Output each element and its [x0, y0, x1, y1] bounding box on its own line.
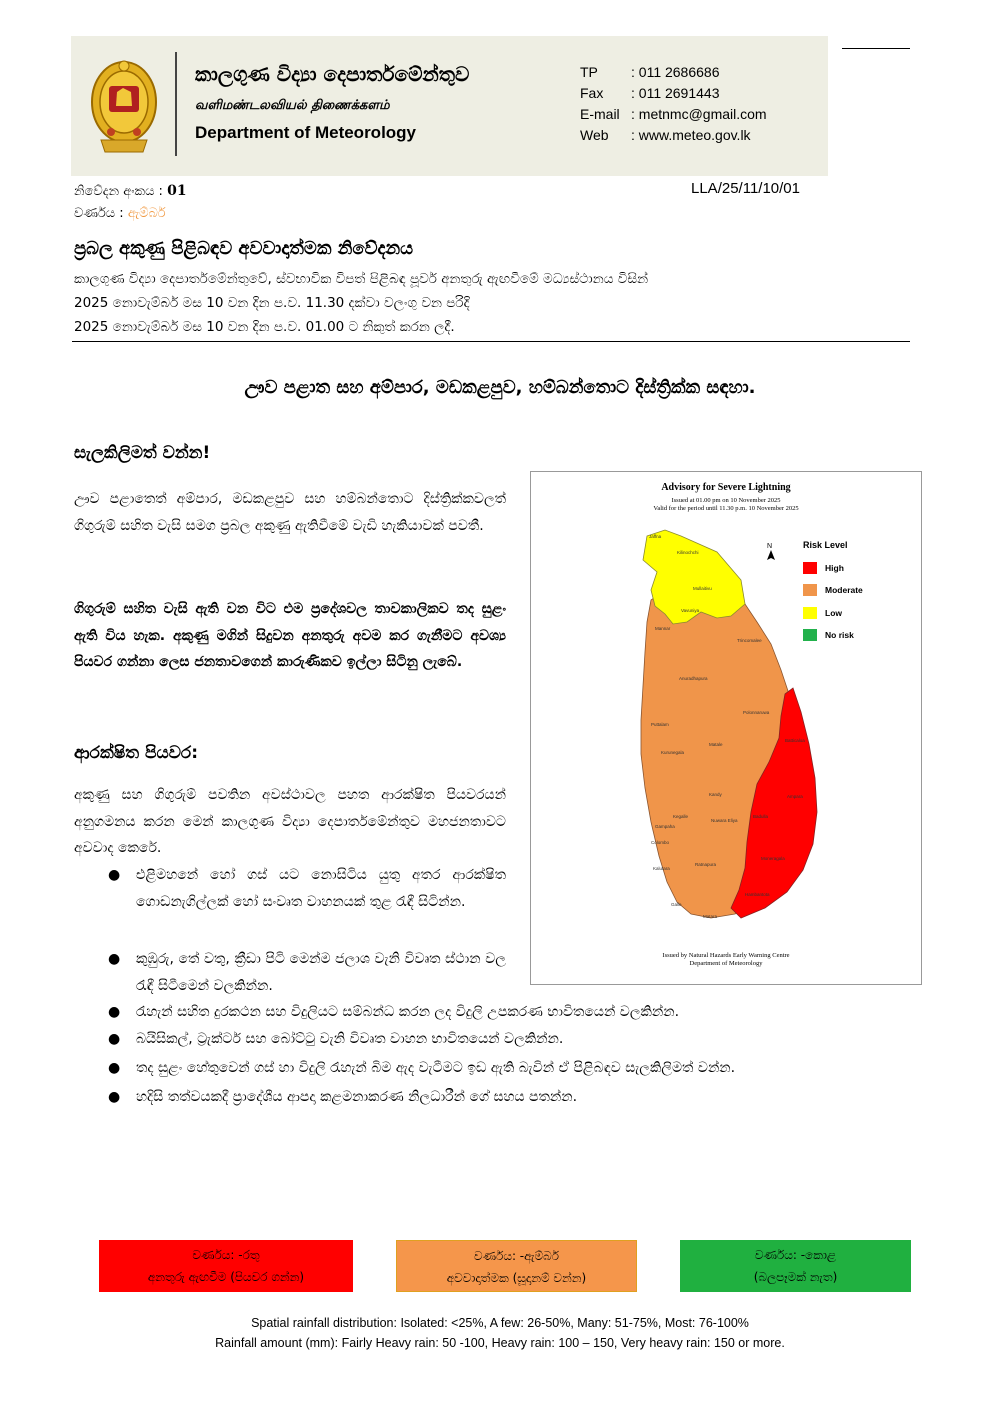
list-item: ● කුඹුරු, තේ වතු, ක්‍රීඩා පිටි මෙන්ම ජලාශ වැනි විවෘත ස්ථාන වල රැඳී සිටීමෙන් වලකින්න. — [136, 946, 506, 999]
legend-swatch — [803, 584, 817, 596]
contact-block — [580, 62, 767, 146]
section-heading-safety: ආරක්ෂිත පියවර: — [74, 743, 198, 763]
issue-line: 2025 නොවැම්බර් මස 10 වන දින ප.ව. 11.30 දක්වා වලංගු වන පරිදි — [74, 295, 470, 311]
district-label: Puttalam — [651, 722, 669, 727]
district-label: Jaffna — [649, 534, 662, 539]
lightning-risk-map — [530, 471, 922, 985]
header-divider — [175, 52, 177, 156]
district-label: Batticaloa — [785, 738, 805, 743]
district-label: Kurunegala — [661, 750, 685, 755]
contact-tp: TP : 011 2686686 — [580, 64, 720, 80]
list-item: ● හදිසි තත්වයකදී ප්‍රාදේශීය ආපදා කළමනාකරණ නිලධාරීන් ගේ සහය පතන්න. — [136, 1084, 916, 1111]
district-label: Mannar — [655, 626, 671, 631]
district-label: Trincomalee — [737, 638, 762, 643]
district-label: Kegalle — [673, 814, 689, 819]
legend-title: Risk Level — [803, 540, 848, 550]
colour-value: ඇම්බර් — [127, 206, 166, 221]
legend-item-moderate: Moderate — [803, 584, 863, 596]
section-divider — [72, 341, 910, 342]
issue-line: 2025 නොවැම්බර් මස 10 වන දින ප.ව. 01.00 ට නිකුත් කරන ලදී. — [74, 319, 455, 335]
district-label: Hambantota — [745, 892, 770, 897]
issue-line: කාලගුණ විද්‍යා දෙපාර්තමේන්තුවේ, ස්වභාවික විපත් පිළිබඳ පූර්ව අනතුරු ඇඟවීමේ මධ්‍යස්ථානය විසින් — [74, 271, 649, 287]
list-item: ● එළිමහනේ හෝ ගස් යට නොසිටිය යුතු අතර ආරක්ෂිත ගොඩනැගිල්ලක් හෝ සංවෘත වාහනයක් තුළ රැඳී සිටින්න. — [136, 862, 506, 915]
reference-code: LLA/25/11/10/01 — [691, 180, 800, 197]
map-title: Advisory for Severe Lightning — [661, 482, 791, 493]
dept-name-sinhala: කාලගුණ විද්‍යා දෙපාර්තමේන්තුව — [195, 62, 470, 86]
district-label: Nuwara Eliya — [711, 818, 738, 823]
affected-districts: ඌව පළාත සහ අම්පාර, මඩකළපුව, හම්බන්තොට දිස්ත්‍රික්ක සඳහා. — [244, 377, 756, 398]
list-item: ● බයිසිකල්, ට්‍රැක්ටර් සහ බෝට්ටු වැනි විවෘත වාහන භාවිතයෙන් වලකින්න. — [136, 1026, 916, 1053]
district-label: Moneragala — [761, 856, 785, 861]
district-label: Kalutara — [653, 866, 670, 871]
bullet-icon: ● — [108, 867, 121, 883]
district-label: Matale — [709, 742, 723, 747]
legend-swatch — [803, 562, 817, 574]
district-label: Mullaitivu — [693, 586, 712, 591]
paragraph-safety-intro: අකුණු සහ ගිගුරුම් පවතින අවස්ථාවල පහත ආරක්ෂිත පියවරයන් අනුගමනය කරන මෙන් කාලගුණ විද්‍යා දෙපාර්තමේන්තුව මහජනතාවට අවවාද කෙරේ. — [74, 787, 506, 856]
district-label: Anuradhapura — [679, 676, 708, 681]
paragraph-risk: ඌව පළාතෙත් අම්පාර, මඩකළපුව සහ හම්බන්තොට දිස්ත්‍රික්කවලත් ගිගුරුම් සහිත වැසි සමග ප්‍රබල අකුණු ඇතිවීමේ වැඩි හැකියාවක් පවතී. — [74, 491, 506, 534]
district-label: Matara — [703, 914, 718, 919]
sri-lanka-emblem-icon — [89, 52, 159, 160]
north-arrow-icon — [767, 550, 775, 560]
colour-label: වර්ණය : — [74, 206, 124, 221]
district-label: Gampaha — [655, 824, 675, 829]
north-label: N — [767, 543, 773, 550]
warning-level-amber: වර්ණය: -ඇම්බර් අවවාදාත්මක (සූදානම් වන්න) — [396, 1240, 637, 1292]
footnote-rainfall: Rainfall amount (mm): Fairly Heavy rain: 50 -100, Heavy rain: 100 – 150, Very heavy rain: 150 or more. — [215, 1336, 785, 1350]
dept-name-tamil: வளிமண்டலவியல் திணைக்களம் — [195, 98, 390, 113]
paragraph-wind-advice: ගිගුරුම් සහිත වැසි ඇති වන විට එම ප්‍රදේශවල තාවකාලිකව තද සුළං ඇති විය හැක. අකුණු මගින් සිදුවන අනතුරු අවම කර ගැනීමට අවශ්‍ය පියවර ගන්නා ලෙස ජනතාවගෙන් කාරුණිකව ඉල්ලා සිටිනු ලැබේ. — [74, 601, 506, 670]
district-label: Kandy — [709, 792, 722, 797]
district-label: Polonnaruwa — [743, 710, 770, 715]
section-heading-caution: සැලකිලිමත් වන්න! — [74, 443, 211, 463]
notice-title: ප්‍රබල අකුණු පිළිබඳව අවවාදාත්මක නිවේදනය — [74, 238, 414, 259]
letterhead — [71, 36, 828, 176]
notice-number-label: නිවේදන අංකය : — [74, 184, 163, 199]
bullet-icon: ● — [108, 1089, 121, 1105]
footnote-distribution: Spatial rainfall distribution: Isolated: <25%, A few: 26-50%, Many: 51-75%, Most: 76-100% — [251, 1316, 749, 1330]
bullet-icon: ● — [108, 1004, 121, 1020]
warning-level-green: වර්ණය: -කොළ (බලපෑමක් නැත) — [680, 1240, 911, 1292]
contact-fax: Fax : 011 2691443 — [580, 85, 720, 101]
district-label: Ampara — [787, 794, 803, 799]
bullet-icon: ● — [108, 951, 121, 967]
dept-name-english: Department of Meteorology — [195, 123, 417, 142]
bullet-icon: ● — [108, 1060, 121, 1076]
list-item: ● තද සුළං හේතුවෙන් ගස් හා විදුලි රැහැන් බිම ඇද වැටීමට ඉඩ ඇති බැවින් ඒ පිළිබඳව සැලකිලිමත් වන්න. — [136, 1055, 916, 1082]
district-label: Kilinochchi — [677, 550, 699, 555]
notice-number: 01 — [167, 183, 187, 199]
contact-email: E-mail : metnmc@gmail.com — [580, 106, 767, 122]
notice-meta — [74, 180, 187, 225]
bullet-icon: ● — [108, 1031, 121, 1047]
district-label: Ratnapura — [695, 862, 717, 867]
legend-item-high: High — [803, 562, 844, 574]
district-label: Badulla — [753, 814, 769, 819]
map-validity: Issued at 01.00 pm on 10 November 2025 Valid for the period until 11.30 p.m. 10 November 2025 — [653, 497, 799, 512]
legend-swatch — [803, 629, 817, 641]
warning-level-red: වර්ණය: -රතු අනතුරු ඇඟවීම (පියවර ගන්න) — [99, 1240, 353, 1292]
district-label: Colombo — [651, 840, 670, 845]
contact-web: Web : www.meteo.gov.lk — [580, 127, 751, 143]
district-label: Vavuniya — [681, 608, 700, 613]
top-right-rule — [842, 48, 910, 49]
legend-swatch — [803, 607, 817, 619]
legend-item-low: Low — [803, 607, 842, 619]
district-label: Galle — [671, 902, 682, 907]
issue-details — [74, 267, 648, 339]
map-footer: Issued by Natural Hazards Early Warning Centre Department of Meteorology — [662, 952, 790, 967]
sri-lanka-map — [531, 472, 921, 984]
list-item: ● රැහැන් සහිත දුරකථන සහ විදුලියට සම්බන්ධ කරන ලද විදුලි උපකරණ භාවිතයෙන් වලකින්න. — [136, 999, 916, 1026]
legend-item-no-risk: No risk — [803, 629, 854, 641]
